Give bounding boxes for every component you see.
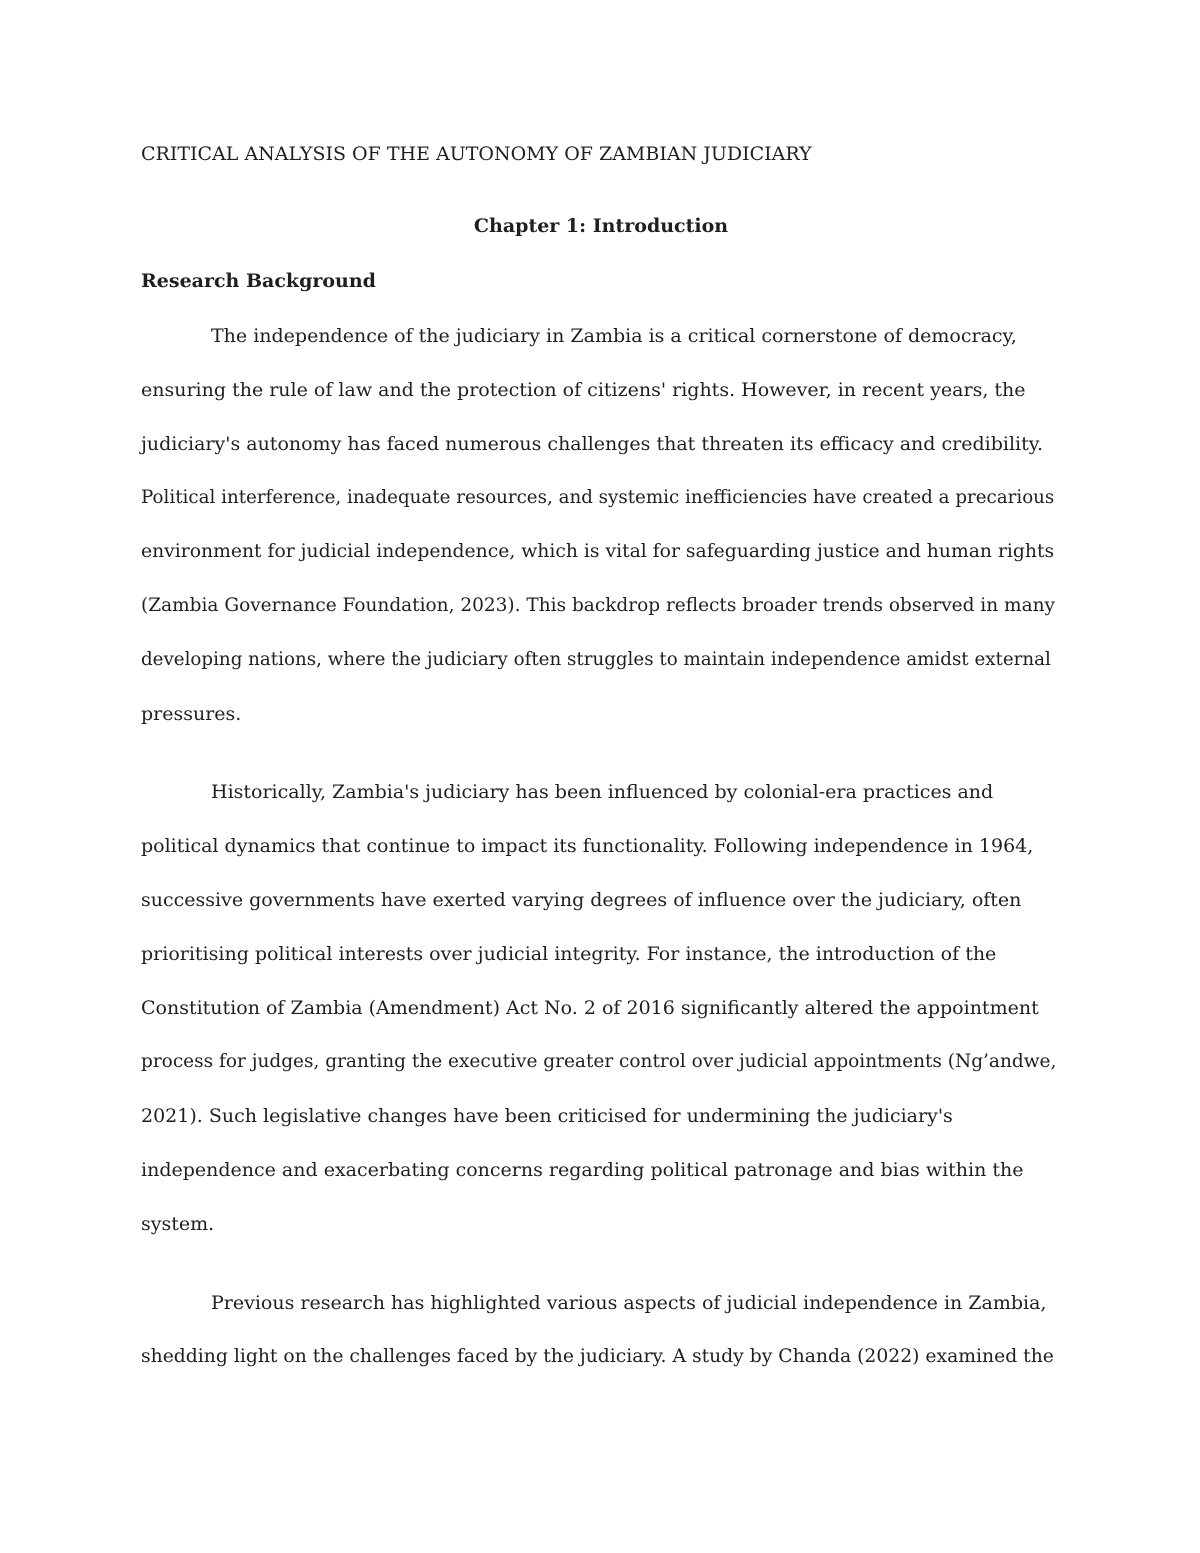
paragraph-line: pressures.: [141, 703, 242, 725]
paragraph-line: (Zambia Governance Foundation, 2023). This backdrop reflects broader trends observed in many: [141, 595, 1055, 616]
paragraph-line: judiciary's autonomy has faced numerous challenges that threaten its efficacy and credibility.: [141, 433, 1043, 455]
paragraph-line: developing nations, where the judiciary often struggles to maintain independence amidst external: [141, 649, 1051, 670]
paragraph-line: shedding light on the challenges faced by the judiciary. A study by Chanda (2022) examined the: [141, 1346, 1054, 1367]
paragraph-line: Constitution of Zambia (Amendment) Act No. 2 of 2016 significantly altered the appointment: [141, 997, 1039, 1019]
paragraph-line: 2021). Such legislative changes have been criticised for undermining the judiciary's: [141, 1105, 953, 1127]
paragraph-line: ensuring the rule of law and the protection of citizens' rights. However, in recent years, the: [141, 379, 1026, 401]
paragraph-line: successive governments have exerted varying degrees of influence over the judiciary, often: [141, 889, 1022, 911]
paragraph-line: process for judges, granting the executive greater control over judicial appointments (Ng’andwe,: [141, 1051, 1057, 1072]
paragraph-line: Historically, Zambia's judiciary has been influenced by colonial-era practices and: [211, 781, 994, 803]
paragraph-line: Political interference, inadequate resources, and systemic inefficiencies have created a precarious: [141, 487, 1055, 508]
paragraph-line: political dynamics that continue to impact its functionality. Following independence in 1964,: [141, 835, 1034, 857]
paragraph-line: Previous research has highlighted various aspects of judicial independence in Zambia,: [211, 1292, 1047, 1314]
paragraph-line: prioritising political interests over judicial integrity. For instance, the introduction of the: [141, 943, 997, 965]
chapter-heading: Chapter 1: Introduction: [473, 215, 729, 237]
document-title: CRITICAL ANALYSIS OF THE AUTONOMY OF ZAMBIAN JUDICIARY: [141, 143, 812, 165]
paragraph-line: system.: [141, 1213, 215, 1235]
paragraph-line: The independence of the judiciary in Zambia is a critical cornerstone of democracy,: [211, 325, 1017, 347]
section-heading: Research Background: [141, 270, 376, 292]
paragraph-line: environment for judicial independence, which is vital for safeguarding justice and human rights: [141, 541, 1055, 562]
paragraph-line: independence and exacerbating concerns regarding political patronage and bias within the: [141, 1159, 1024, 1181]
